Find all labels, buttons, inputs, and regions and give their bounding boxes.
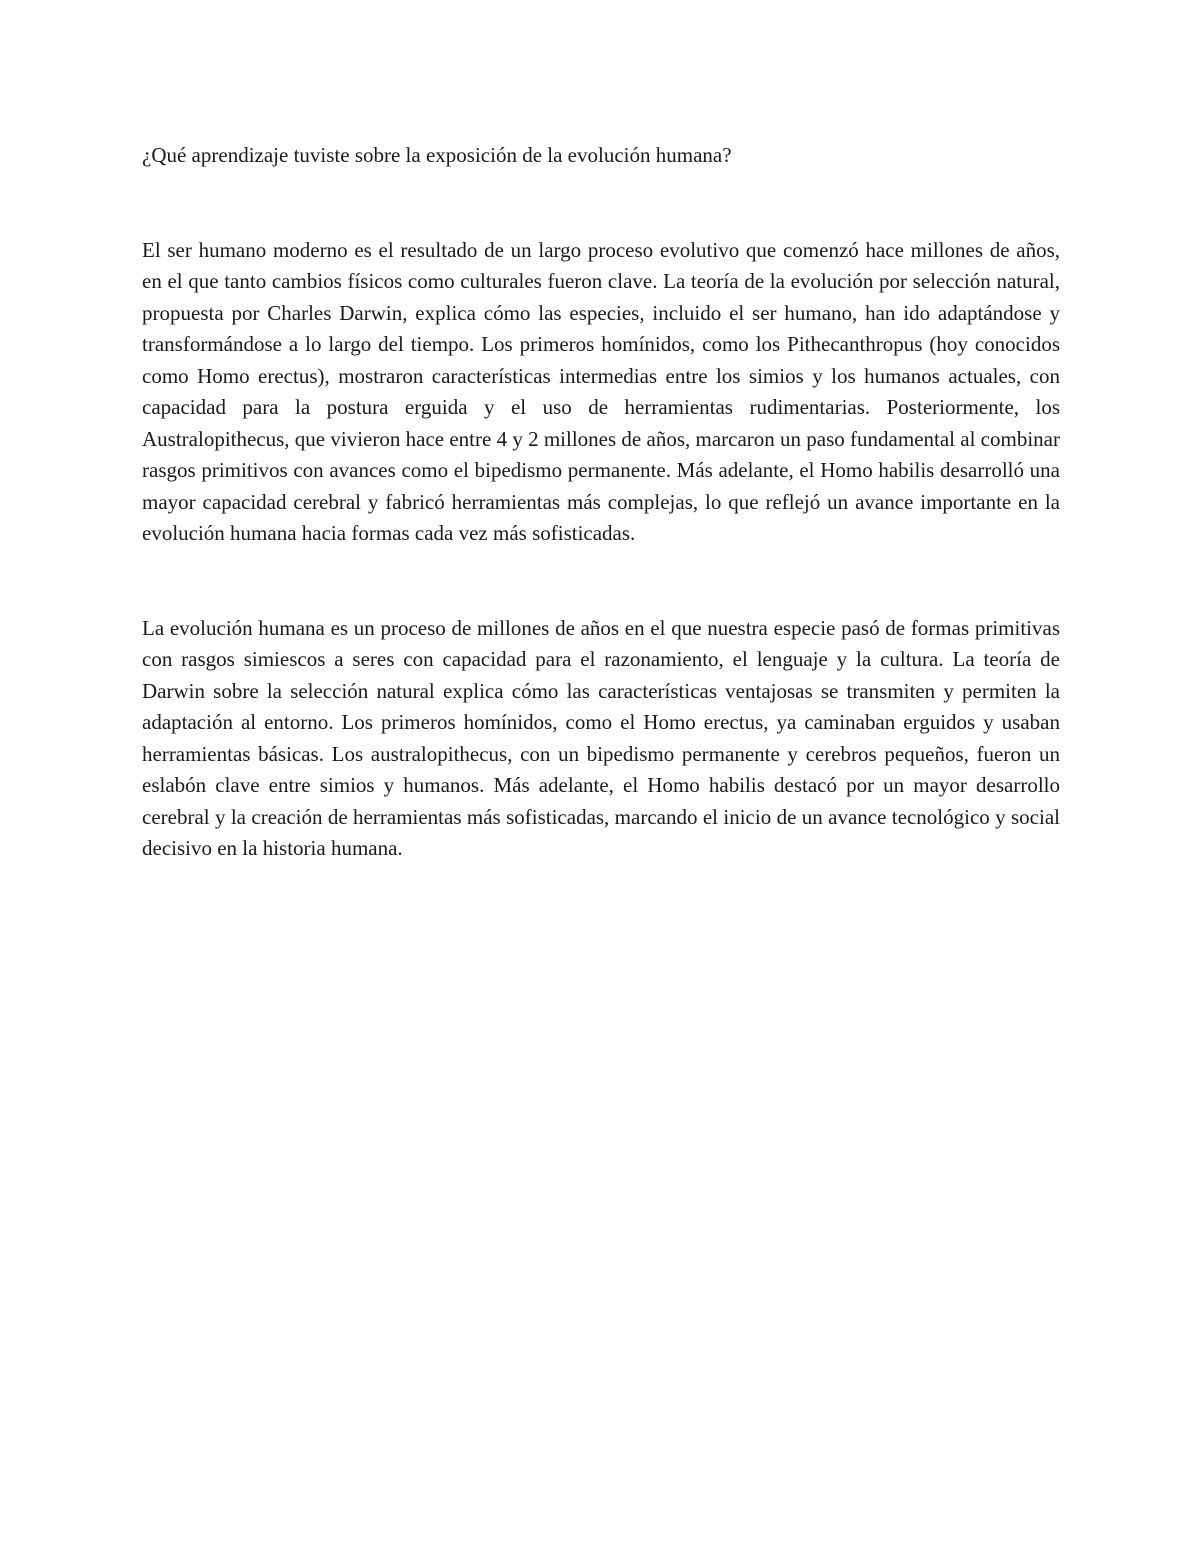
answer-paragraph-2: La evolución humana es un proceso de millones de años en el que nuestra especie pasó de formas primitivas con rasgos simiescos a seres con capacidad para el razonamiento, el lenguaje y la cultura. La teoría de Darwin sobre la selección natural explica cómo las características ventajosas se transmiten y permiten la adaptación al entorno. Los primeros homínidos, como el Homo erectus, ya caminaban erguidos y usaban herramientas básicas. Los australopithecus, con un bipedismo permanente y cerebros pequeños, fueron un eslabón clave entre simios y humanos. Más adelante, el Homo habilis destacó por un mayor desarrollo cerebral y la creación de herramientas más sofisticadas, marcando el inicio de un avance tecnológico y social decisivo en la historia humana. xyxy=(142,615,1060,860)
question-heading: ¿Qué aprendizaje tuviste sobre la exposición de la evolución humana? xyxy=(142,143,732,167)
document-body xyxy=(142,140,1060,865)
answer-paragraph-1: El ser humano moderno es el resultado de un largo proceso evolutivo que comenzó hace millones de años, en el que tanto cambios físicos como culturales fueron clave. La teoría de la evolución por selección natural, propuesta por Charles Darwin, explica cómo las especies, incluido el ser humano, han ido adaptándose y transformándose a lo largo del tiempo. Los primeros homínidos, como los Pithecanthropus (hoy conocidos como Homo erectus), mostraron características intermedias entre los simios y los humanos actuales, con capacidad para la postura erguida y el uso de herramientas rudimentarias. Posteriormente, los Australopithecus, que vivieron hace entre 4 y 2 millones de años, marcaron un paso fundamental al combinar rasgos primitivos con avances como el bipedismo permanente. Más adelante, el Homo habilis desarrolló una mayor capacidad cerebral y fabricó herramientas más complejas, lo que reflejó un avance importante en la evolución humana hacia formas cada vez más sofisticadas. xyxy=(142,237,1060,545)
